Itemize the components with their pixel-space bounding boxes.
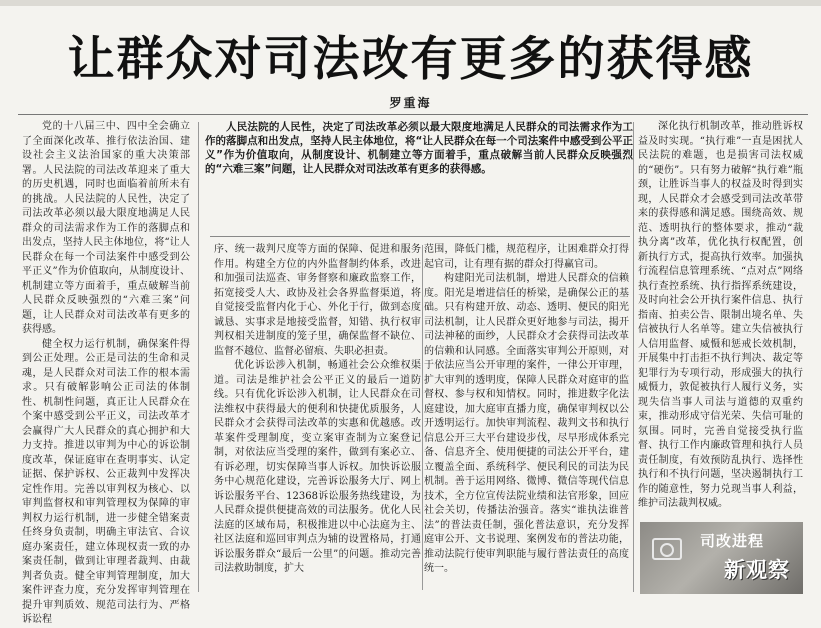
column-divider	[198, 122, 199, 592]
camera-icon	[652, 538, 682, 560]
column-divider	[633, 122, 634, 592]
article-title: 让群众对司法改有更多的获得感	[67, 32, 754, 87]
lead-divider	[210, 236, 630, 237]
column-divider	[422, 245, 423, 590]
article-column-3	[424, 243, 629, 583]
paragraph: 优化诉讼涉入机制，畅通社会公众维权渠道。司法是维护社会公平正义的最后一道防线。只有优化诉讼涉入机制，让人民群众在司法维权中获得最大的便利和快捷优质服务，人民群众才会获得司法改革的实惠和优越感。改革案件受理制度，变立案审查制为立案登记制，对依法应当受理的案件，做到有案必立、有诉必理，切实保障当事人诉权。加快诉讼服务中心规范化建设，完善诉讼服务大厅、网上诉讼服务平台、12368诉讼服务热线建设，为人民群众提供便捷高效的司法服务。优化人民法庭的区域布局，积极推进以中心法庭为主、社区法庭和巡回审判点为辅的设置格局，打通诉讼服务群众“最后一公里”的问题。推动完善司法救助制度，扩大	[214, 360, 421, 574]
article-author: 罗重海	[389, 96, 432, 110]
column-logo-label: 司改进程	[700, 532, 765, 550]
paragraph: 范围，降低门槛，规范程序，让困难群众打得起官司，让有理有据的群众打得赢官司。	[424, 244, 629, 270]
column-logo-subtitle: 新观察	[724, 558, 790, 582]
paragraph: 构建阳光司法机制，增进人民群众的信赖度。阳光是增进信任的桥梁，是确保公正的基础。只有构建开放、动态、透明、便民的阳光司法机制，让人民群众更好地参与司法，揭开司法神秘的面纱，人民群众才会获得司法改革的信赖和认同感。全面落实审判公开原则，对于依法应当公开审理的案件，一律公开审理，扩大审判的透明度，保障人民群众对庭审的监督权、参与权和知情权。同时，推进数字化法庭建设，加大庭审直播力度，确保审判权以公开透明运行。加快审判流程、裁判文书和执行信息公开三大平台建设步伐，尽早形成体系完备、信息齐全、使用便捷的司法公开平台，建立覆盖全面、系统科学、便民利民的司法为民机制。善于运用网络、微博、微信等现代信息技术，全方位宣传法院业绩和法官形象，回应社会关切，传播法治强音。落实“谁执法谁普法”的普法责任制，强化普法意识，充分发挥庭审公开、文书说理、案例发布的普法功能，推动法院行使审判职能与履行普法责任的高度统一。	[424, 273, 629, 574]
article-column-2	[214, 243, 421, 593]
article-lead	[205, 120, 633, 232]
paragraph: 党的十八届三中、四中全会确立了全面深化改革、推行依法治国、建设社会主义法治国家的重大决策部署。人民法院的司法改革迎来了重大的历史机遇，同时也面临着前所未有的挑战。人民法院的人民性，决定了司法改革必须以最大限度地满足人民群众的司法需求作为工作的落脚点和出发点，坚持人民主体地位，将“让人民群众在每一个司法案件中感受到公平正义”作为价值取向，从制度设计、机制建立等方面着手，重点破解当前人民群众反映强烈的“六难三案”问题，让人民群众对司法改革有更多的获得感。	[22, 121, 190, 335]
column-logo	[640, 522, 803, 594]
article-column-1	[22, 120, 190, 625]
paragraph: 健全权力运行机制，确保案件得到公正处理。公正是司法的生命和灵魂，是人民群众对司法工作的根本需求。只有破解影响公正司法的体制性、机制性问题，真正让人民群众在个案中感受到公平正义，司法改革才会赢得广大人民群众的真心拥护和大力支持。推进以审判为中心的诉讼制度改革，保证庭审在查明事实、认定证据、保护诉权、公正裁判中发挥决定性作用。完善以审判权为核心、以审判监督权和审判管理权为保障的审判权力运行机制，进一步健全错案责任终身负责制，明确主审法官、合议庭办案责任，建立体现权责一致的办案责任制，做到让审理者裁判、由裁判者负责。健全审判管理制度，加大案件评查力度，充分发挥审判管理在提升审判质效、规范司法行为、严格诉讼程	[22, 338, 190, 625]
lead-paragraph: 人民法院的人民性，决定了司法改革必须以最大限度地满足人民群众的司法需求作为工作的落脚点和出发点，坚持人民主体地位，将“让人民群众在每一个司法案件中感受到公平正义”作为价值取向，从制度设计、机制建立等方面着手，重点破解当前人民群众反映强烈的“六难三案”问题，让人民群众对司法改革有更多的获得感。	[205, 121, 633, 175]
page-edge	[0, 0, 821, 6]
article-column-4	[638, 120, 803, 512]
header-divider	[18, 114, 808, 115]
paragraph: 深化执行机制改革，推动胜诉权益及时实现。“执行难”一直是困扰人民法院的难题，也是损害司法权威的“硬伤”。只有努力破解“执行难”瓶颈，让胜诉当事人的权益及时得到实现，人民群众才会感受到司法改革带来的获得感和满足感。围绕高效、规范、透明执行的整体要求，推动“裁执分离”改革，优化执行权配置，创新执行方式，提高执行效率。加强执行流程信息管理系统、“点对点”网络执行查控系统、执行指挥系统建设，及时向社会公开执行案件信息、执行指南、拍卖公告、限制出境名单、失信被执行人名单等。建立失信被执行人信用监督、威慑和惩戒长效机制，开展集中打击拒不执行判决、裁定等犯罪行为专项行动，形成强大的执行威慑力，敦促被执行人履行义务，实现失信当事人司法与道德的双重约束，推动形成守信光荣、失信可耻的氛围。同时，完善自觉接受执行监督、执行工作内廉政管理和执行人员责任制度，有效预防乱执行、选择性执行和不执行问题，坚决遏制执行工作的随意性，努力兑现当事人利益，维护司法裁判权威。	[638, 121, 803, 509]
paragraph: 序、统一裁判尺度等方面的保障、促进和服务作用。构建全方位的内外监督制约体系，改进和加强司法巡查、审务督察和廉政监察工作，拓宽接受人大、政协及社会各界监督渠道，将自觉接受监督内化于心、外化于行，做到态度诚恳、实事求是地接受监督，知错、执行权审判权相关进制度的笼子里，确保监督不缺位、监督不越位、监督必留痕、失职必担责。	[214, 244, 421, 357]
